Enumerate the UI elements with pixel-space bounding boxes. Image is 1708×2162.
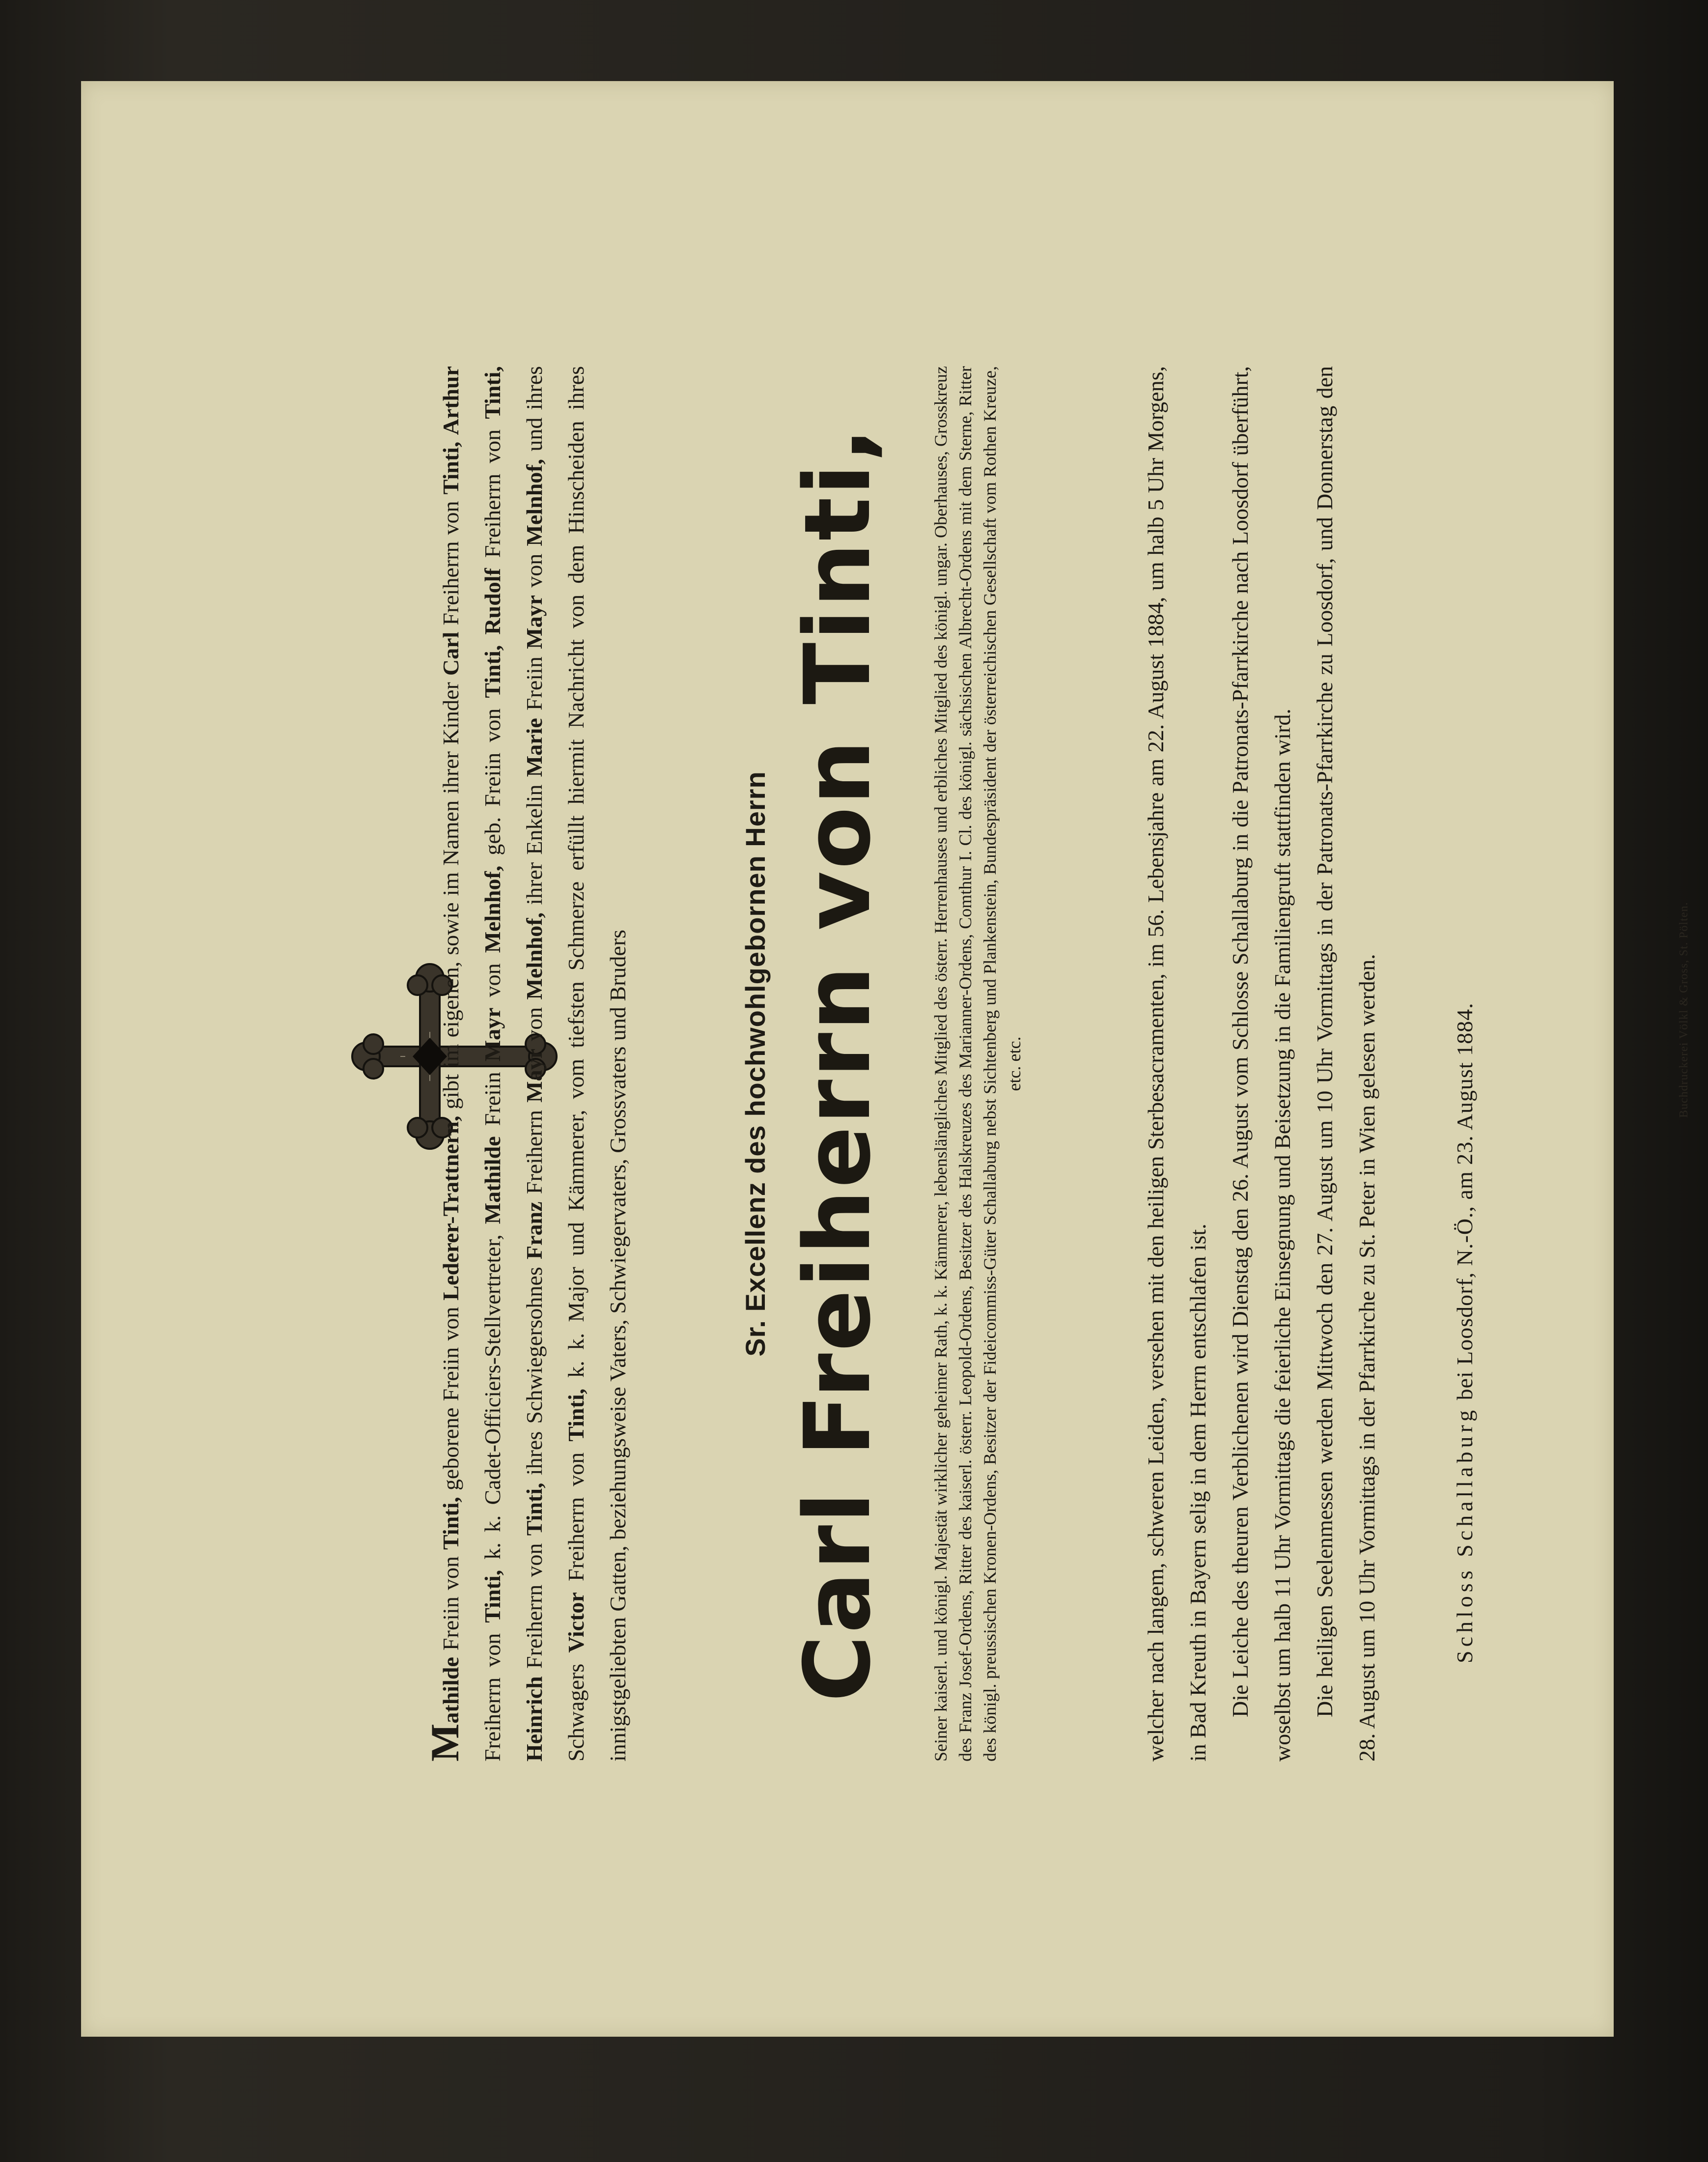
intro-text-run: Freiherrn von <box>480 1622 505 1762</box>
intro-name-bold: Carl <box>438 631 463 676</box>
intro-name-bold: Mathilde <box>480 1136 505 1224</box>
intro-text-run <box>480 635 505 645</box>
intro-text-run: ihres Schwiegersohnes <box>522 1259 547 1483</box>
intro-name-bold: Melnhof, <box>522 912 547 1000</box>
intro-name-bold: Tinti, <box>563 1388 588 1442</box>
intro-name-bold: Marie <box>522 718 547 777</box>
intro-name-bold: Melnhof, <box>522 458 547 546</box>
body-paragraph-funeral: Die Leiche des theuren Verblichenen wird Dienstag den 26. August vom Schlosse Schallaburg in die Patronats-Pfarrkirche nach Loosdorf überführt, woselbst um halb 11 Uhr Vormittags die feierliche Einsegnung und Beisetzung in die Familiengruft stattfinden wird. <box>1228 366 1295 1762</box>
notice-body <box>1135 366 1388 1762</box>
intro-text-run: von <box>522 546 547 595</box>
intro-text-run: Freiin <box>480 1061 505 1137</box>
signoff-place: Schloss Schallaburg <box>1452 1406 1477 1663</box>
intro-name-bold: Victor <box>563 1592 588 1653</box>
deceased-name: Carl Freiherrn von Tinti, <box>784 426 891 1702</box>
intro-text-run <box>438 435 463 442</box>
intro-name-bold: Heinrich <box>522 1676 547 1762</box>
signoff-rest: bei Loosdorf, N.-Ö., am 23. August 1884. <box>1452 1002 1477 1407</box>
intro-name-bold: Tinti, <box>438 1497 463 1550</box>
body-paragraph-masses: Die heiligen Seelenmessen werden Mittwoch den 27. August um 10 Uhr Vormittags in der Patronats-Pfarrkirche zu Loosdorf, und Donnerstag den 28. August um 10 Uhr Vormittags in der Pfarrkirche zu St. Peter in Wien gelesen werden. <box>1312 366 1379 1762</box>
titles-text: Seiner kaiserl. und königl. Majestät wirklicher geheimer Rath, k. k. Kämmerer, lebenslängliches Mitglied des österr. Herrenhauses und erbliches Mitglied des königl. ungar. Oberhauses, Grosskreuz des Franz Josef-Ordens, Ritter des kaiserl. österr. Leopold-Ordens, Besitzer des Halskreuzes des Marianner-Ordens, Comthur I. Cl. des königl. sächsischen Albrecht-Ordens mit dem Sterne, Ritter des königl. preussischen Kronen-Ordens, Besitzer der Fideicommiss-Güter Schallaburg nebst Sichtenberg und Plankenstein, Bundespräsident der österreichischen Gesellschaft vom Rothen Kreuze, etc. etc. <box>931 366 1024 1762</box>
rotated-page <box>165 150 1690 1968</box>
intro-text-run: Freiherrn von <box>522 1536 547 1677</box>
intro-name-bold: Tinti, <box>480 1569 505 1623</box>
notice-content <box>165 150 1690 1968</box>
intro-name-bold: Mayr <box>522 1049 547 1103</box>
intro-name-bold: Tinti, <box>522 1482 547 1536</box>
titles-paragraph <box>928 366 1027 1762</box>
intro-text-run: von <box>480 953 505 1008</box>
intro-name-bold: Tinti, <box>480 366 505 419</box>
intro-name-bold: Arthur <box>438 366 463 435</box>
mourning-notice-sheet <box>81 81 1690 2037</box>
intro-text <box>422 366 639 1762</box>
intro-text-run: Freiherrn <box>522 1102 547 1202</box>
intro-paragraph <box>422 366 639 1762</box>
intro-text-run: k. k. Cadet-Officiers-Stellvertreter, <box>480 1224 505 1570</box>
intro-name-bold: Lederer-Trattnern, <box>438 1115 463 1301</box>
drop-cap: M <box>422 1723 467 1762</box>
intro-text-run: und ihres Schwagers <box>522 366 588 1762</box>
intro-name-bold: Melnhof, <box>480 865 505 953</box>
intro-text-run: gibt im eigenen, sowie im Namen ihrer Kinder <box>438 676 463 1116</box>
intro-name-bold: athilde <box>438 1657 463 1724</box>
intro-text-run: Freiherrn von <box>438 494 463 632</box>
intro-text-run: Freiherrn von <box>563 1441 588 1593</box>
printer-imprint: Buchdruckerei Völkl & Gross, St. Pölten. <box>1678 902 1690 1118</box>
intro-text-run: Freiin <box>522 649 547 718</box>
intro-name-bold: Tinti, <box>438 441 463 495</box>
intro-name-bold: Rudolf <box>480 568 505 635</box>
intro-text-run: geborene Freiin von <box>438 1300 463 1497</box>
intro-text-run: k. k. Major und Kämmerer, vom tiefsten Schmerze erfüllt hiermit Nachricht von dem Hinscheiden ihres innigstgeliebten Gatten, beziehungsweise Vaters, Schwiegervaters, Grossvaters und Bruders <box>563 366 630 1762</box>
intro-text-run: von <box>522 999 547 1049</box>
body-paragraph-death: welcher nach langem, schweren Leiden, versehen mit den heiligen Sterbesacramenten, im 56. Lebensjahre am 22. August 1884, um halb 5 Uhr Morgens, in Bad Kreuth in Bayern selig in dem Herrn entschlafen ist. <box>1143 366 1210 1762</box>
place-date-line <box>1452 1002 1478 1663</box>
intro-text-run: ihrer Enkelin <box>522 777 547 912</box>
salutation: Sr. Excellenz des hochwohlgebornen Herrn <box>740 771 771 1357</box>
intro-text-run: geb. Freiin von <box>480 698 505 866</box>
intro-name-bold: Mayr <box>522 595 547 649</box>
intro-text-run: Freiherrn von <box>480 419 505 569</box>
intro-name-bold: Tinti, <box>480 645 505 698</box>
intro-name-bold: Franz <box>522 1201 547 1259</box>
intro-name-bold: Mayr <box>480 1007 505 1062</box>
intro-text-run: Freiin von <box>438 1550 463 1657</box>
